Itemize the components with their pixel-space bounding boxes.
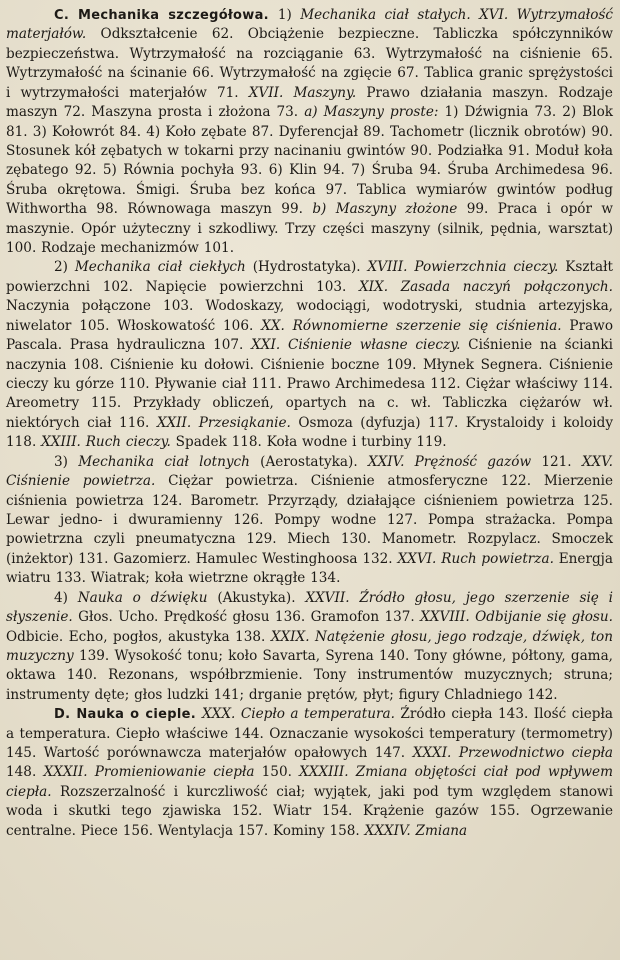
entry-text: 139. Wysokość tonu; koło Savarta, Syrena 140. Tony główne, półtony, gama, oktawa 140. Rezonans, współbrzmienie. Tony instrumentów muzycznych; struna; instrumenty dęte; głos ludzki 141; drganie prętów, płyt; figury Chladniego 142.: [6, 647, 613, 703]
chapter-title: XVII. Maszyny.: [248, 84, 357, 101]
entry-text: (Aerostatyka).: [249, 453, 368, 470]
entry-text: 99. Praca i opór w maszynie. Opór użyteczny i szkodliwy. Trzy części maszyny (silnik, pędnia, warsztat) 100. Rodzaje mechanizmów 101.: [6, 201, 614, 257]
toc-paragraph: [6, 705, 613, 841]
chapter-title: XVIII. Powierzchnia cieczy.: [367, 259, 559, 276]
chapter-title: XXIII. Ruch cieczy.: [41, 434, 171, 451]
chapter-title: XXVII. Źródło głosu, jego szerzenie się i słyszenie.: [6, 589, 613, 626]
entry-text: 1) Dźwignia 73. 2) Blok 81. 3) Kołowrót 84. 4) Koło zębate 87. Dyferencjał 89. Tachometr (licznik obrotów) 90. Stosunek kół zębatych w tokarni przy nacinaniu gwintów 90. Podziałka 91. Moduł koła zębatego 92. 5) Równia pochyła 93. 6) Klin 94. 7) Śruba 94. Śruba Archimedesa 96. Śruba okrętowa. Śmigi. Śruba bez końca 97. Tablica wymiarów gwintów podług Withwortha 98. Równowaga maszyn 99.: [6, 104, 613, 218]
chapter-title: XXV. Ciśnienie powietrza.: [6, 453, 613, 490]
chapter-title: a) Maszyny proste:: [304, 104, 439, 121]
chapter-title: XXIX. Natężenie głosu, jego rodzaje, dźwięk, ton muzyczny: [6, 628, 613, 664]
chapter-title: XXVIII. Odbijanie się głosu.: [420, 609, 613, 626]
chapter-title: XXVI. Ruch powietrza.: [397, 550, 554, 567]
chapter-title: Nauka o dźwięku: [77, 589, 208, 606]
chapter-title: XIX. Zasada naczyń połączonych.: [359, 278, 613, 295]
entry-text: (Akustyka).: [207, 589, 306, 606]
entry-text: Odbicie. Echo, pogłos, akustyka 138.: [6, 628, 271, 645]
chapter-title: XXX. Ciepło a temperatura.: [201, 706, 395, 723]
chapter-title: b) Maszyny złożone: [312, 201, 458, 218]
chapter-title: XXXIII. Zmiana objętości ciał pod wpływem ciepła.: [6, 764, 613, 800]
entry-text: 3): [54, 453, 79, 470]
section-heading: C. Mechanika szczegółowa.: [54, 8, 278, 23]
entry-text: (Hydrostatyka).: [245, 259, 368, 276]
entry-text: Kształt powierzchni 102. Napięcie powierzchni 103.: [6, 259, 613, 295]
chapter-title: XXXI. Przewodnictwo ciepła: [412, 745, 613, 762]
chapter-title: XXII. Przesiąkanie.: [156, 414, 291, 431]
chapter-title: XX. Równomierne szerzenie się ciśnienia.: [261, 317, 562, 334]
toc-paragraph: [6, 453, 613, 589]
chapter-title: Mechanika ciał stałych. XVI. Wytrzymałość materjałów.: [6, 7, 613, 43]
entry-text: Prawo Pascala. Prasa hydrauliczna 107.: [6, 317, 614, 354]
entry-text: Osmoza (dyfuzja) 117. Krystaloidy i koloidy 118.: [6, 414, 614, 451]
chapter-title: XXI. Ciśnienie własne cieczy.: [251, 337, 461, 354]
entry-text: Energja wiatru 133. Wiatrak; koła wietrzne okrągłe 134.: [6, 550, 613, 587]
chapter-title: XXXII. Promieniowanie ciepła: [43, 764, 255, 781]
entry-text: 121.: [531, 453, 582, 470]
entry-text: 1): [277, 7, 301, 23]
entry-text: 150.: [254, 764, 300, 781]
entry-text: Spadek 118. Koła wodne i turbiny 119.: [170, 434, 447, 451]
entry-text: 2): [54, 259, 75, 276]
entry-text: Źródło ciepła 143. Ilość ciepła a temperatura. Ciepło właściwe 144. Oznaczanie wysokości temperatury (termometry) 145. Wartość porównawcza materjałów opałowych 147.: [6, 706, 613, 762]
chapter-title: XXXIV. Zmiana: [364, 822, 468, 839]
toc-paragraph: [6, 589, 613, 706]
toc-paragraph: [6, 258, 613, 452]
entry-text: 4): [54, 589, 78, 606]
entry-text: Głos. Ucho. Prędkość głosu 136. Gramofon 137.: [72, 609, 421, 626]
entry-text: Ciśnienie na ścianki naczynia 108. Ciśnienie ku dołowi. Ciśnienie boczne 109. Młynek Segnera. Ciśnienie cieczy ku górze 110. Pływanie ciał 111. Prawo Archimedesa 112. Ciężar właściwy 114. Areometry 115. Przykłady obliczeń, opartych na c. wł. Tabliczka ciężarów wł. niektórych ciał 116.: [6, 337, 613, 431]
toc-paragraph: [6, 6, 613, 258]
entry-text: Prawo działania maszyn. Rodzaje maszyn 72. Maszyna prosta i złożona 73.: [6, 84, 613, 121]
section-heading: D. Nauka o cieple.: [54, 707, 202, 723]
entry-text: 148.: [6, 764, 44, 781]
entry-text: Rozszerzalność i kurczliwość ciał; wyjątek, jaki pod tym względem stanowi woda i skutki tego zjawiska 152. Wiatr 154. Krążenie gazów 155. Ogrzewanie centralne. Piece 156. Wentylacja 157. Kominy 158.: [6, 783, 613, 839]
chapter-title: Mechanika ciał lotnych: [78, 453, 250, 470]
chapter-title: Mechanika ciał ciekłych: [74, 259, 246, 276]
chapter-title: XXIV. Prężność gazów: [367, 453, 532, 470]
entry-text: Ciężar powietrza. Ciśnienie atmosferyczne 122. Mierzenie ciśnienia powietrza 124. Barometr. Przyrządy, działające ciśnieniem powietrza 125. Lewar jedno- i dwuramienny 126. Pompy wodne 127. Pompa strażacka. Pompa powietrzna czyli pneumatyczna 129. Miech 130. Manometr. Rozpylacz. Smoczek (inżektor) 131. Gazomierz. Hamulec Westinghoosa 132.: [6, 473, 613, 567]
table-of-contents-text: [6, 6, 613, 841]
entry-text: Naczynia połączone 103. Wodoskazy, wodociągi, wodotryski, studnia artezyjska, niwelator 105. Włoskowatość 106.: [6, 298, 613, 334]
entry-text: Odkształcenie 62. Obciążenie bezpieczne. Tabliczka spółczynników bezpieczeństwa. Wytrzymałość na rozciąganie 63. Wytrzymałość na ciśnienie 65. Wytrzymałość na ścinanie 66. Wytrzymałość na zgięcie 67. Tablica granic sprężystości i wytrzymałości materjałów 71.: [6, 26, 613, 101]
